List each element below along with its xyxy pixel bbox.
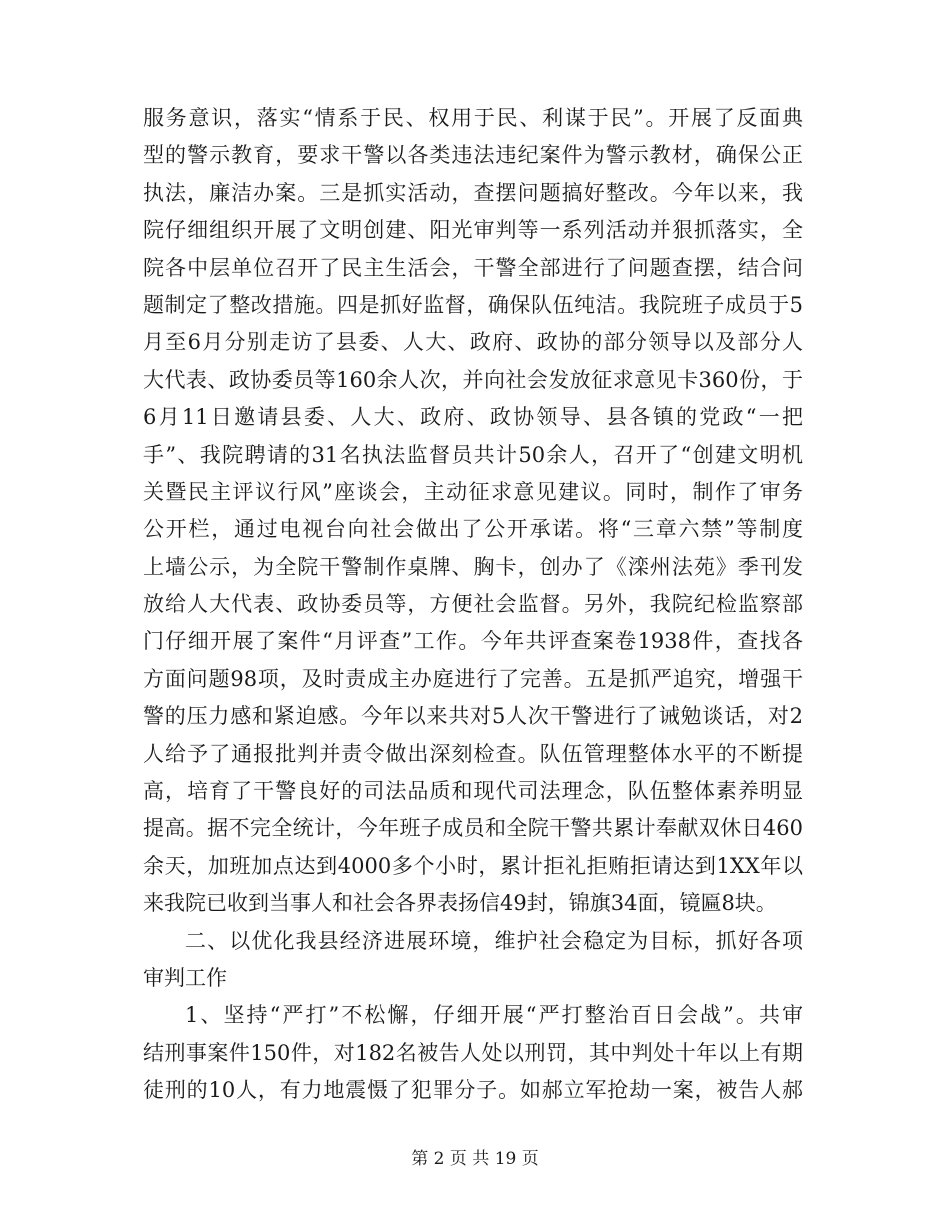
- page-number-footer: 第 2 页 共 19 页: [411, 1149, 539, 1169]
- section-heading-line: 二、以优化我县经济进展环境，维护社会稳定为目标，抓好各项: [185, 928, 803, 953]
- text-line: 余天，加班加点达到4000多个小时，累计拒礼拒贿拒请达到1XX年以: [143, 853, 803, 878]
- text-line: 院各中层单位召开了民主生活会，干警全部进行了问题查摆，结合问: [143, 255, 803, 280]
- text-line: 月至6月分别走访了县委、人大、政府、政协的部分领导以及部分人: [143, 330, 803, 355]
- text-line: 提高。据不完全统计，今年班子成员和全院干警共累计奉献双休日460: [143, 816, 803, 841]
- text-line: 人给予了通报批判并责令做出深刻检查。队伍管理整体水平的不断提: [143, 741, 803, 766]
- text-line: 门仔细开展了案件“月评查”工作。今年共评查案卷1938件，查找各: [143, 629, 803, 654]
- text-line: 来我院已收到当事人和社会各界表扬信49封，锦旗34面，镜匾8块。: [143, 891, 777, 916]
- section-heading-line: 审判工作: [143, 965, 227, 990]
- text-line: 关暨民主评议行风”座谈会，主动征求意见建议。同时，制作了审务: [143, 479, 803, 504]
- text-line: 结刑事案件150件，对182名被告人处以刑罚，其中判处十年以上有期: [143, 1040, 803, 1065]
- text-line: 服务意识，落实“情系于民、权用于民、利谋于民”。开展了反面典: [143, 106, 803, 130]
- text-line: 院仔细组织开展了文明创建、阳光审判等一系列活动并狠抓落实，全: [143, 218, 803, 243]
- text-line: 大代表、政协委员等160余人次，并向社会发放征求意见卡360份，于: [143, 367, 803, 392]
- text-line: 方面问题98项，及时责成主办庭进行了完善。五是抓严追究，增强干: [143, 666, 803, 691]
- text-line: 型的警示教育，要求干警以各类违法违纪案件为警示教材，确保公正: [143, 143, 803, 168]
- text-line: 放给人大代表、政协委员等，方便社会监督。另外，我院纪检监察部: [143, 592, 803, 617]
- text-line: 徒刑的10人，有力地震慑了犯罪分子。如郝立军抢劫一案，被告人郝: [143, 1078, 803, 1103]
- text-line: 高，培育了干警良好的司法品质和现代司法理念，队伍整体素养明显: [143, 779, 803, 804]
- body-text: [143, 100, 803, 1110]
- text-line: 上墙公示，为全院干警制作桌牌、胸卡，创办了《滦州法苑》季刊发: [143, 554, 803, 579]
- text-line: 1、坚持“严打”不松懈，仔细开展“严打整治百日会战”。共审: [185, 1003, 803, 1028]
- text-line: 警的压力感和紧迫感。今年以来共对5人次干警进行了诫勉谈话，对2: [143, 704, 803, 729]
- text-line: 6月11日邀请县委、人大、政府、政协领导、县各镇的党政“一把: [143, 405, 803, 430]
- text-line: 执法，廉洁办案。三是抓实活动，查摆问题搞好整改。今年以来，我: [143, 180, 803, 205]
- text-line: 公开栏，通过电视台向社会做出了公开承诺。将“三章六禁”等制度: [143, 517, 803, 542]
- text-line: 手”、我院聘请的31名执法监督员共计50余人，召开了“创建文明机: [143, 442, 803, 467]
- text-line: 题制定了整改措施。四是抓好监督，确保队伍纯洁。我院班子成员于5: [143, 292, 803, 317]
